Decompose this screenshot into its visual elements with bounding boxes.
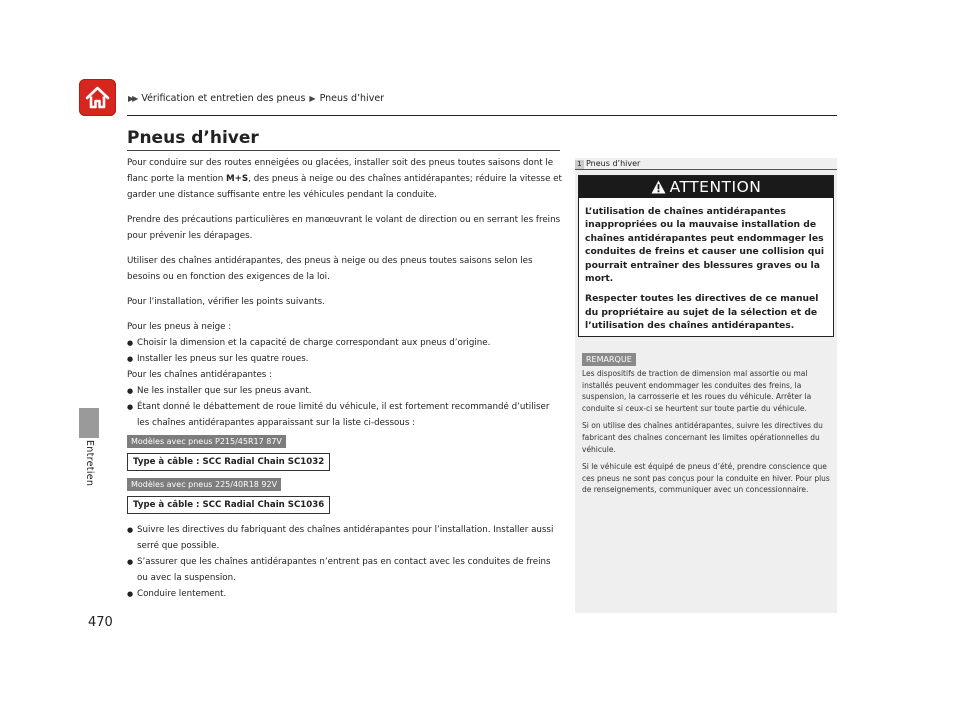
usage-paragraph: Utiliser des chaînes antidérapantes, des pneus à neige ou des pneus toutes saisons selon les besoins ou en fonction des exigences de la loi. (127, 256, 533, 282)
main-content (127, 155, 563, 602)
home-button[interactable] (79, 79, 116, 116)
breadcrumb-arrow-icon: ▶ (309, 94, 316, 103)
section-label: Entretien (84, 440, 95, 487)
list-item: ● Choisir la dimension et la capacité de charge correspondant aux pneus d’origine. (127, 335, 563, 351)
note-heading-rule (575, 169, 837, 170)
breadcrumb-item-tire-maintenance[interactable]: Vérification et entretien des pneus (141, 93, 306, 104)
remarque-tag: REMARQUE (582, 353, 636, 366)
breadcrumb-arrow-icon: ▶▶ (128, 94, 137, 103)
page-number: 470 (88, 615, 113, 630)
warning-paragraph: L’utilisation de chaînes antidérapantes inappropriées ou la mauvaise installation de chaînes antidérapantes peut endommager les conduites de freins et causer une collision qui pourrait entraîner des blessures graves ou la mort. (585, 206, 825, 285)
precaution-paragraph: Prendre des précautions particulières en manœuvrant le volant de direction ou en serrant les freins pour prévenir les dérapages. (127, 215, 561, 241)
warning-paragraph: Respecter toutes les directives de ce manuel du propriétaire au sujet de la sélection et de l’utilisation des chaînes antidérapantes. (585, 293, 819, 332)
breadcrumb-item-winter-tires[interactable]: Pneus d’hiver (319, 93, 385, 104)
warning-box (578, 175, 834, 337)
breadcrumb (128, 93, 384, 104)
list-item: ● Conduire lentement. (127, 586, 563, 602)
warning-header (579, 176, 833, 198)
note-index-badge: 1 (575, 160, 584, 169)
chain-type-box: Type à câble : SCC Radial Chain SC1036 (127, 496, 330, 514)
warning-title: ATTENTION (669, 178, 762, 196)
list-item: ● Suivre les directives du fabriquant des chaînes antidérapantes pour l’installation. Installer aussi serré que possible. (127, 522, 563, 554)
home-icon (83, 83, 112, 112)
section-tab-marker (79, 408, 99, 438)
remarque-body (582, 368, 832, 502)
snow-tires-heading: Pour les pneus à neige : (127, 322, 232, 332)
model-block-2 (127, 474, 563, 517)
remarque-paragraph: Si le véhicule est équipé de pneus d’été, prendre conscience que ces pneus ne sont pas conçus pour la conduite en hiver. Pour plus de renseignements, communiquer avec un concessionnaire. (582, 462, 830, 495)
list-item: ● Ne les installer que sur les pneus avant. (127, 383, 563, 399)
chain-type-box: Type à câble : SCC Radial Chain SC1032 (127, 453, 330, 471)
model-tag: Modèles avec pneus P215/45R17 87V (127, 435, 286, 448)
chains-heading: Pour les chaînes antidérapantes : (127, 370, 273, 380)
side-note-heading: 1 Pneus d’hiver (575, 159, 640, 169)
remarque-paragraph: Si on utilise des chaînes antidérapantes, suivre les directives du fabricant des chaînes concernant les limites opérationnelles du véhicule. (582, 421, 823, 454)
list-item: ● S’assurer que les chaînes antidérapantes n’entrent pas en contact avec les conduites de freins ou avec la suspension. (127, 554, 563, 586)
warning-triangle-icon (651, 180, 666, 194)
title-rule (127, 150, 560, 151)
model-block-1 (127, 431, 563, 474)
model-tag: Modèles avec pneus 225/40R18 92V (127, 478, 281, 491)
remarque-paragraph: Les dispositifs de traction de dimension mal assortie ou mal installés peuvent endommager les conduites des freins, la suspension, la carrosserie et les roues du véhicule. Arrêter la conduite si ceux-ci se heurtent sur toute partie du véhicule. (582, 369, 812, 413)
list-item: ● Installer les pneus sur les quatre roues. (127, 351, 563, 367)
header-rule (127, 115, 837, 116)
install-paragraph: Pour l’installation, vérifier les points suivants. (127, 297, 325, 307)
ms-marking: M+S (225, 174, 249, 184)
intro-paragraph: Pour conduire sur des routes enneigées ou glacées, installer soit des pneus toutes saisons dont le flanc porte la mention M+S, des pneus à neige ou des chaînes antidérapantes; réduire la vitesse et garder une distance suffisante entre les véhicules pendant la conduite. (127, 158, 562, 200)
warning-body (579, 198, 833, 333)
list-item: ● Étant donné le débattement de roue limité du véhicule, il est fortement recommandé d’utiliser les chaînes antidérapantes apparaissant sur la liste ci-dessous : (127, 399, 563, 431)
page-title: Pneus d’hiver (127, 128, 259, 148)
